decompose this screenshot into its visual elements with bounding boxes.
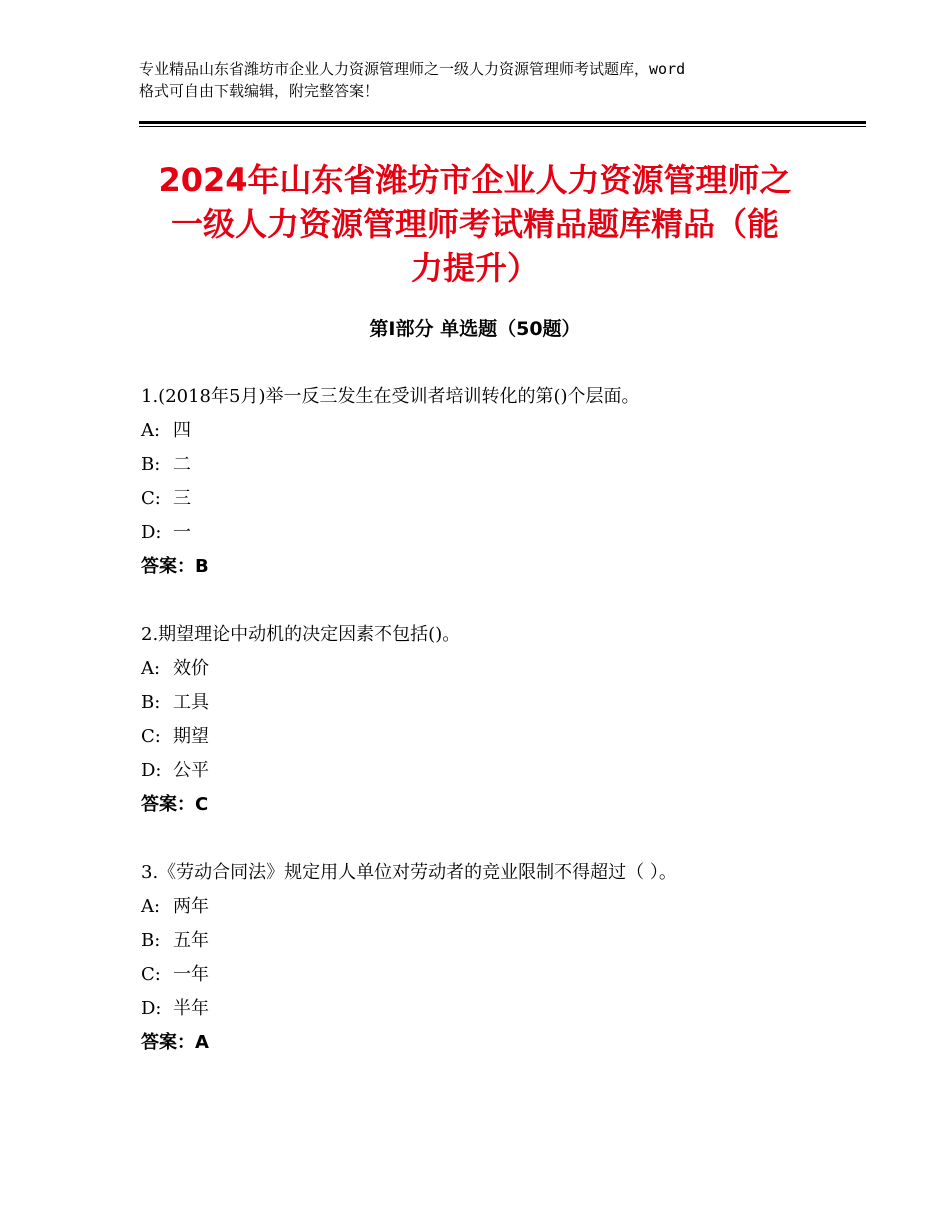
question-list (141, 380, 881, 1094)
option-letter: A: (141, 420, 161, 441)
option-text: 二 (173, 454, 191, 475)
document-title (135, 158, 815, 290)
option-letter: A: (141, 658, 161, 679)
header-divider-thin (139, 126, 866, 127)
option-letter: D: (141, 760, 162, 781)
answer-label: 答案：C (141, 794, 209, 815)
question-text: 2.期望理论中动机的决定因素不包括()。 (141, 624, 461, 645)
option-letter: D: (141, 522, 162, 543)
option-letter: B: (141, 692, 161, 713)
section-title: 第Ⅰ部分 单选题（50题） (369, 318, 581, 340)
option-b (141, 924, 881, 958)
answer-label: 答案：B (141, 556, 209, 577)
option-a (141, 414, 881, 448)
option-text: 效价 (173, 658, 209, 679)
header-note-line-2: 格式可自由下载编辑，附完整答案！ (139, 82, 380, 100)
option-letter: C: (141, 964, 161, 985)
option-text: 公平 (173, 760, 209, 781)
question-2 (141, 618, 881, 822)
option-text: 两年 (173, 896, 209, 917)
option-letter: A: (141, 896, 161, 917)
header-note-line-1: 专业精品山东省潍坊市企业人力资源管理师之一级人力资源管理师考试题库，word (139, 60, 686, 78)
header-divider-thick (139, 121, 866, 124)
option-a (141, 890, 881, 924)
option-letter: B: (141, 930, 161, 951)
option-d (141, 754, 881, 788)
option-letter: C: (141, 488, 161, 509)
option-d (141, 516, 881, 550)
answer-label: 答案：A (141, 1032, 209, 1053)
question-3 (141, 856, 881, 1060)
option-b (141, 686, 881, 720)
option-c (141, 482, 881, 516)
option-text: 期望 (173, 726, 209, 747)
document-title-line-2: 一级人力资源管理师考试精品题库精品（能 (170, 205, 779, 243)
question-text: 1.(2018年5月)举一反三发生在受训者培训转化的第()个层面。 (141, 386, 640, 407)
option-text: 半年 (173, 998, 209, 1019)
option-text: 四 (173, 420, 191, 441)
option-letter: D: (141, 998, 162, 1019)
option-text: 三 (173, 488, 191, 509)
option-text: 工具 (173, 692, 209, 713)
question-text: 3.《劳动合同法》规定用人单位对劳动者的竞业限制不得超过（ ）。 (141, 862, 677, 883)
header-note (139, 58, 839, 102)
option-text: 五年 (173, 930, 209, 951)
option-text: 一 (173, 522, 191, 543)
option-text: 一年 (173, 964, 209, 985)
option-c (141, 958, 881, 992)
question-1 (141, 380, 881, 584)
document-title-line-3: 力提升） (410, 249, 539, 287)
option-c (141, 720, 881, 754)
option-d (141, 992, 881, 1026)
option-b (141, 448, 881, 482)
option-letter: C: (141, 726, 161, 747)
option-letter: B: (141, 454, 161, 475)
document-title-line-1: 2024年山东省潍坊市企业人力资源管理师之 (158, 161, 792, 199)
option-a (141, 652, 881, 686)
